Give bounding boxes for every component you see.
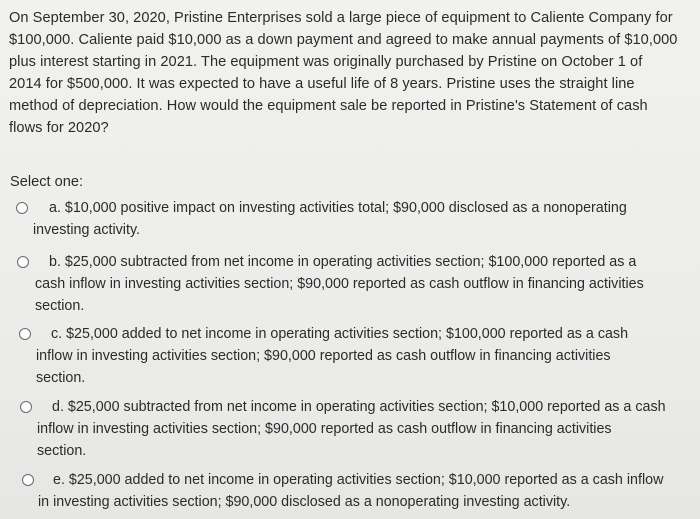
option-line: section.	[36, 370, 86, 386]
option-line: c. $25,000 added to net income in operating activities section; $100,000 reported as a cash	[51, 326, 629, 342]
option-line: b. $25,000 subtracted from net income in operating activities section; $100,000 reported as a	[49, 254, 637, 270]
answer-option-a-text	[33, 197, 689, 241]
question-line: method of depreciation. How would the equipment sale be reported in Pristine's Statement of cash	[9, 98, 648, 114]
answer-option-e-text	[38, 469, 693, 513]
question-line: 2014 for $500,000. It was expected to have a useful life of 8 years. Pristine uses the straight line	[9, 76, 635, 92]
option-line: section.	[37, 443, 87, 459]
question-line: $100,000. Caliente paid $10,000 as a down payment and agreed to make annual payments of $10,000	[9, 32, 678, 48]
option-line: section.	[35, 298, 85, 314]
answer-option-b[interactable]	[0, 251, 690, 317]
answer-option-d-text	[37, 396, 692, 462]
option-line: a. $10,000 positive impact on investing activities total; $90,000 disclosed as a nonoperating	[49, 200, 627, 216]
option-line: investing activity.	[33, 222, 141, 238]
question-text	[9, 7, 693, 139]
option-line: inflow in investing activities section; $90,000 reported as cash outflow in financing activities	[37, 421, 612, 437]
option-line: inflow in investing activities section; $90,000 reported as cash outflow in financing activities	[36, 348, 611, 364]
radio-button-a[interactable]	[16, 202, 28, 214]
question-line: flows for 2020?	[9, 120, 109, 136]
radio-button-c[interactable]	[19, 328, 31, 340]
radio-button-e[interactable]	[22, 474, 34, 486]
option-line: in investing activities section; $90,000 disclosed as a nonoperating investing activity.	[38, 494, 571, 510]
radio-button-b[interactable]	[17, 256, 29, 268]
option-line: cash inflow in investing activities section; $90,000 reported as cash outflow in financing activities	[35, 276, 644, 292]
option-line: e. $25,000 added to net income in operating activities section; $10,000 reported as a cash inflow	[53, 472, 664, 488]
answer-option-b-text	[35, 251, 694, 317]
answer-option-e[interactable]	[0, 469, 690, 513]
answer-option-c-text	[36, 323, 691, 389]
answer-option-c[interactable]	[0, 323, 690, 389]
select-one-label: Select one:	[10, 174, 84, 190]
answer-option-d[interactable]	[0, 396, 690, 462]
radio-button-d[interactable]	[20, 401, 32, 413]
option-line: d. $25,000 subtracted from net income in operating activities section; $10,000 reported as a cash	[52, 399, 666, 415]
question-line: plus interest starting in 2021. The equipment was originally purchased by Pristine on October 1 of	[9, 54, 643, 70]
question-line: On September 30, 2020, Pristine Enterprises sold a large piece of equipment to Caliente Company for	[9, 10, 673, 26]
answer-option-a[interactable]	[0, 197, 690, 241]
